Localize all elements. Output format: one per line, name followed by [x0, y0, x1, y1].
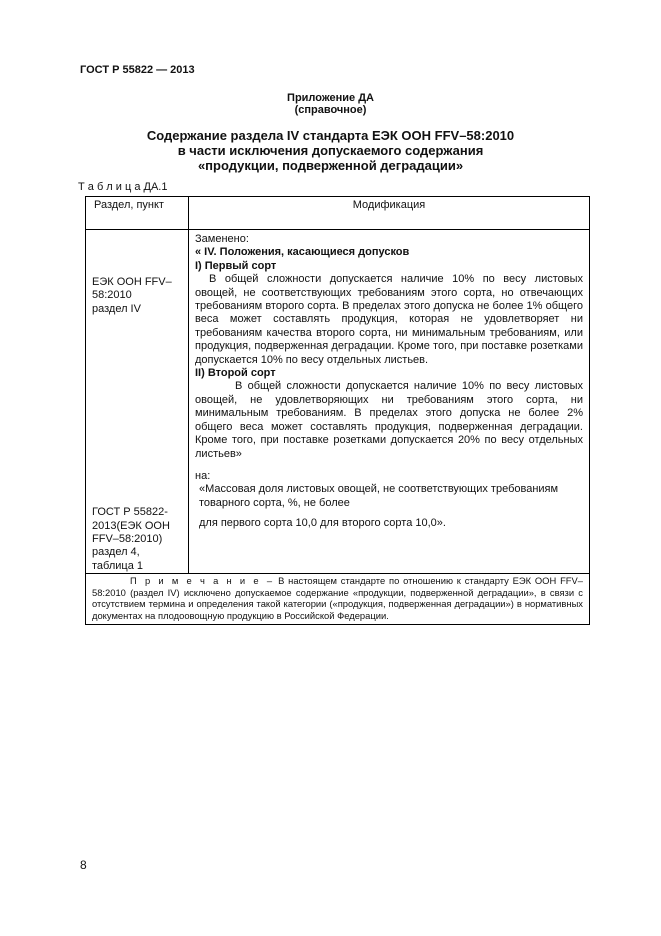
modification-table — [85, 196, 590, 625]
heading-line: Содержание раздела IV стандарта ЕЭК ООН FFV–58:2010 — [146, 128, 515, 143]
column-header-modification: Модификация — [189, 197, 590, 230]
section-heading: « IV. Положения, касающиеся допусков — [195, 246, 410, 259]
table-row — [86, 230, 590, 574]
appendix-heading — [80, 128, 581, 173]
appendix-title: Приложение ДА — [287, 92, 374, 104]
table-note-row — [86, 574, 590, 624]
to-label: на: — [195, 469, 211, 482]
reference-line: ГОСТ Р 55822- — [92, 506, 168, 519]
second-grade-text: В общей сложности допускается наличие 10% по весу листовых овощей, не удовлетворяющих ни требованиям этого сорта, ни минимальным требованиям. В пределах этого допуска не более 2% общего веса может составлять продукция, подверженная деградации. Кроме того, при поставке розетками допускается 20% по весу отдельных листьев» — [195, 380, 583, 460]
modification-cell — [189, 230, 590, 574]
reference-line: таблица 1 — [92, 559, 143, 572]
new-requirement-text: «Массовая доля листовых овощей, не соответствующих требованиям товарного сорта, %, не более — [199, 483, 559, 509]
page-number: 8 — [80, 858, 87, 872]
reference-line: раздел IV — [92, 302, 141, 315]
second-grade-heading: II) Второй сорт — [195, 367, 276, 380]
reference-line: раздел 4, — [92, 546, 140, 559]
first-grade-text: В общей сложности допускается наличие 10% по весу листовых овощей, не соответствующих требованиям этого сорта, но отвечающих требованиям второго сорта. В пределах этого допуска не более 1% общего веса может составлять продукция, которая не удовлетворяет ни требованиям качества второго сорта, ни минимальным требованиям, или продукция, подверженная деградации. Кроме того, при поставке розетками допускается 10% по весу отдельных листьев. — [195, 273, 583, 366]
reference-line: ЕЭК ООН FFV– — [92, 276, 172, 288]
first-grade-heading: I) Первый сорт — [195, 259, 277, 272]
table-label: Т а б л и ц а ДА.1 — [78, 181, 168, 193]
table-header-row — [86, 197, 590, 230]
reference-line: 2013(ЕЭК ООН — [92, 519, 170, 532]
replaced-label: Заменено: — [195, 233, 249, 245]
column-header-section: Раздел, пункт — [86, 197, 189, 230]
reference-line: FFV–58:2010) — [92, 533, 163, 546]
new-requirement-values: для первого сорта 10,0 для второго сорта 10,0». — [199, 517, 446, 530]
standard-code: ГОСТ Р 55822 — 2013 — [80, 64, 195, 76]
note-label: П р и м е ч а н и е – — [130, 575, 275, 587]
table-note — [86, 574, 590, 624]
reference-line: 58:2010 — [92, 289, 132, 302]
heading-line: в части исключения допускаемого содержания — [177, 143, 484, 158]
heading-line: «продукции, подверженной деградации» — [197, 158, 464, 173]
note-text: В настоящем стандарте по отношению к стандарту ЕЭК ООН FFV–58:2010 (раздел IV) исключено допускаемое содержание «продукции, подверженной деградации», в связи с отсутствием термина и определения такой категории («продукция, подверженная деградации») в нормативных документах на плодоовощную продукцию в Российской Федерации. — [92, 575, 583, 622]
appendix-subtitle: (справочное) — [294, 104, 367, 116]
section-reference-cell — [86, 230, 189, 574]
